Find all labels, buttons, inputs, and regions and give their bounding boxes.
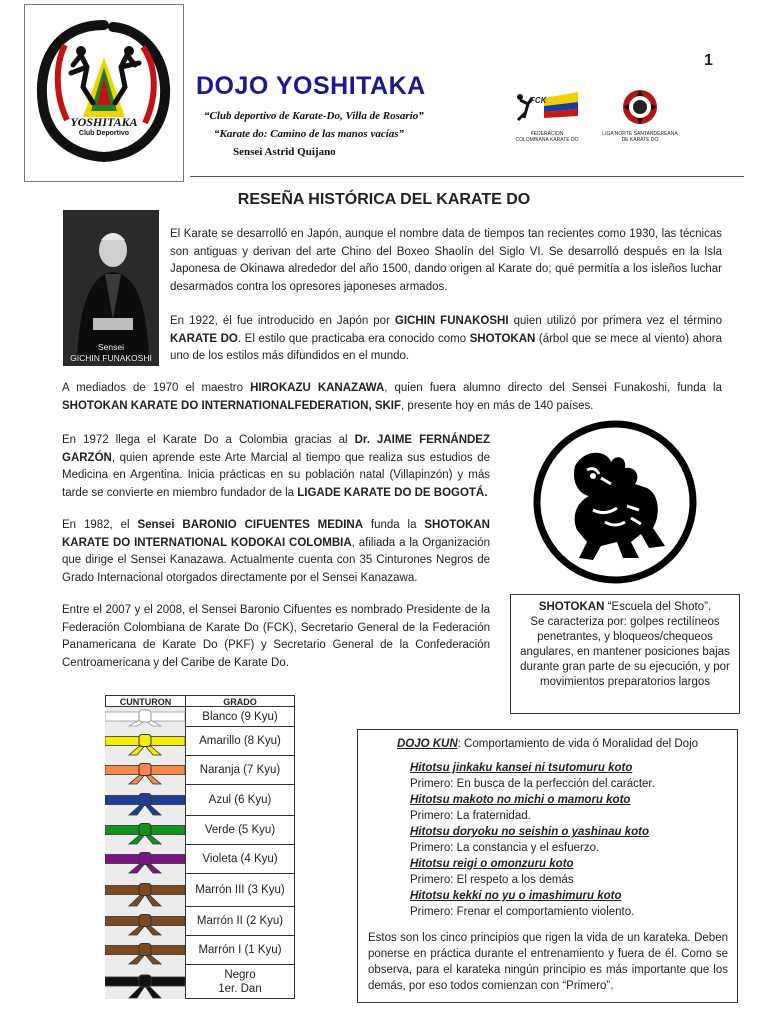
p2-karate-do: KARATE DO: [170, 332, 238, 345]
p2-text-3: . El estilo que practicaba era conocido como: [237, 332, 470, 345]
belt-row: [105, 907, 295, 936]
belt-column-header: CUNTURON: [105, 695, 186, 707]
fck-caption: FEDERACION COLOMBIANA KARATE DO: [515, 131, 579, 143]
club-logo-graphic: [25, 5, 183, 181]
liga-caption: LIGA NORTE SANTANDEREANA DE KARATE DO: [602, 131, 678, 143]
belt-grade-label: [185, 816, 295, 845]
shotokan-description-box: [510, 594, 740, 714]
dojo-kun-box: [357, 729, 738, 1003]
dojo-kun-rules: [410, 760, 730, 920]
p5-baronio: Sensei BARONIO CIFUENTES MEDINA: [137, 519, 363, 531]
p5-text-2: funda la: [363, 519, 425, 531]
belt-grade-text: Violeta (4 Kyu): [202, 853, 278, 865]
belt-row: [105, 845, 295, 874]
belt-grade-text: Marrón III (3 Kyu): [195, 884, 285, 896]
liga-logo: [600, 88, 680, 143]
belt-row: [105, 707, 295, 727]
paragraph-3: [62, 380, 722, 415]
belt-grade-text: Negro: [224, 968, 256, 981]
p2-text-2: quien utilizó por primera vez el término: [508, 315, 723, 327]
belt-row: [105, 756, 295, 785]
p2-text: En 1922, él fue introducido en Japón por: [170, 315, 395, 327]
photo-caption-title: Sensei: [98, 342, 124, 352]
belt-icon: [105, 756, 185, 785]
page-title: DOJO YOSHITAKA: [196, 72, 426, 100]
belt-row: [105, 727, 295, 756]
belt-icon: [105, 874, 185, 907]
photo-caption: [63, 342, 159, 364]
dojo-kun-meaning: Primero: El respeto a los demás: [410, 874, 574, 886]
belt-grade-label: [185, 874, 295, 907]
motto-line-1: “Club deportivo de Karate-Do, Villa de Rosario”: [204, 110, 424, 122]
dojo-kun-meaning: Primero: En busca de la perfección del carácter.: [410, 778, 655, 790]
fck-logo: [514, 92, 580, 143]
dojo-kun-rule: Hitotsu reigi o omonzuru koto: [410, 858, 574, 870]
belt-row: [105, 874, 295, 907]
paragraph-2: [170, 313, 722, 366]
dojo-kun-subtitle: : Comportamiento de vida ó Moralidad del Dojo: [457, 738, 699, 750]
dojo-kun-meaning: Primero: La constancia y el esfuerzo.: [410, 842, 600, 854]
belt-icon: [105, 816, 185, 845]
belt-icon: [105, 936, 185, 965]
photo-caption-name: GICHIN FUNAKOSHI: [70, 353, 152, 363]
p2-text-4: (árbol que se mece al viento) ahora uno de los estilos más difundidos en el mundo.: [170, 332, 722, 362]
belt-row: [105, 936, 295, 965]
paragraph-5: [62, 517, 490, 587]
belt-icon: [105, 907, 185, 936]
belt-grade-text: Marrón I (1 Kyu): [198, 944, 282, 956]
p3-skif: SHOTOKAN KARATE DO INTERNATIONALFEDERATION, SKIF: [62, 399, 402, 412]
club-logo: [24, 4, 184, 182]
tiger-icon: [531, 418, 699, 586]
dojo-kun-meaning: Primero: La fraternidad.: [410, 810, 531, 822]
p5-text: En 1982, el: [62, 519, 138, 531]
dojo-kun-title: [358, 738, 737, 750]
belt-grade-text: Amarillo (8 Kyu): [199, 735, 281, 747]
p4-text: En 1972 llega el Karate Do a Colombia gracias al: [62, 434, 355, 446]
page-number: 1: [704, 52, 713, 69]
liga-emblem-icon: [600, 88, 680, 126]
belt-grade-text: Naranja (7 Kyu): [199, 764, 281, 776]
dojo-kun-meaning: Primero: Frenar el comportamiento violento.: [410, 906, 635, 918]
logo-name: YOSHITAKA: [70, 115, 138, 129]
paragraph-6: Entre el 2007 y el 2008, el Sensei Baronio Cifuentes es nombrado Presidente de la Federación Colombiana de Karate Do (FCK), Secretario General de la Federación Panamericana de Karate Do (PKF) y Secretario General de la Confederación Centroamericana y del Caribe de Karate Do.: [62, 604, 490, 669]
belt-icon: [105, 965, 185, 999]
belt-icon: [105, 845, 185, 874]
belt-grade-label: [185, 707, 295, 727]
motto-line-2: “Karate do: Camino de las manos vacías”: [214, 128, 405, 140]
belt-grade-text-2: 1er. Dan: [218, 982, 262, 995]
p3-text-2: , quien fuera alumno directo del Sensei Funakoshi, funda la: [384, 382, 722, 394]
belt-grade-label: [185, 785, 295, 816]
belt-icon: [105, 727, 185, 756]
belt-grade-label: [185, 936, 295, 965]
grade-column-header: GRADO: [185, 695, 295, 707]
belt-row: [105, 965, 295, 999]
sensei-name: Sensei Astrid Quijano: [233, 146, 336, 158]
belt-icon: [105, 707, 185, 727]
p4-garzon: Dr. JAIME FERNÁNDEZ GARZÓN: [62, 434, 490, 464]
belt-row: [105, 785, 295, 816]
belt-row: [105, 816, 295, 845]
belt-grade-label: [185, 756, 295, 785]
logo-subtitle: Club Deportivo: [78, 130, 130, 137]
p3-kanazawa: HIROKAZU KANAZAWA: [250, 382, 385, 394]
p4-liga: LIGADE KARATE DO DE BOGOTÁ.: [297, 486, 488, 499]
dojo-kun-label: DOJO KUN: [396, 738, 458, 750]
dojo-kun-rule: Hitotsu doryoku no seishin o yashinau koto: [410, 826, 649, 838]
p2-funakoshi: GICHIN FUNAKOSHI: [394, 315, 509, 327]
p3-text: A mediados de 1970 el maestro: [62, 382, 251, 394]
belt-grade-table: [105, 695, 295, 1001]
header-divider: [190, 176, 744, 177]
p2-shotokan: SHOTOKAN: [469, 332, 536, 345]
belt-grade-text: Marrón II (2 Kyu): [196, 915, 284, 927]
belt-icon: [105, 785, 185, 816]
shotokan-tiger-logo: [531, 418, 699, 586]
shotokan-meaning: “Escuela del Shoto”.: [604, 601, 712, 613]
shotokan-description: [511, 595, 739, 690]
paragraph-4: [62, 432, 490, 502]
belt-grade-text: Verde (5 Kyu): [204, 824, 276, 836]
paragraph-1: El Karate se desarrolló en Japón, aunque el nombre data de tiempos tan recientes como 1930, las técnicas son antiguas y derivan del arte Chino del Boxeo Shaolín del Siglo VI. Se desarrolló después en la Isla Japonesa de Okinawa alrededor del año 1500, dando origen al Karate do; qué permitía a los isleños luchar desarmados contra los opresores japoneses armados.: [170, 228, 722, 293]
funakoshi-photo: [63, 210, 159, 366]
belt-grade-text: Azul (6 Kyu): [208, 794, 272, 806]
dojo-kun-rule: Hitotsu jinkaku kansei ni tsutomuru koto: [410, 762, 633, 774]
belt-grade-label: [185, 965, 295, 999]
belt-grade-label: [185, 907, 295, 936]
belt-grade-label: [185, 727, 295, 756]
belt-grade-text: Blanco (9 Kyu): [202, 710, 278, 723]
p4-text-2: , quien aprende este Arte Marcial al tiempo que realiza sus estudios de Medicina en Argentina. Inicia prácticas en su población natal (Villapinzón) y más tarde se convierte en miembro fundador de la: [62, 451, 490, 499]
dojo-kun-rule: Hitotsu kekki no yu o imashimuru koto: [410, 890, 622, 902]
fck-emblem-icon: [514, 92, 580, 126]
dojo-kun-rule: Hitotsu makoto no michi o mamoru koto: [410, 794, 631, 806]
dojo-kun-footer: Estos son los cinco principios que rigen la vida de un karateka. Deben ponerse en práctica durante el entrenamiento y fuera de él. Como se observa, para el karateka ningún principio es más importante que los demás, por eso todos comienzan con “Primero”.: [368, 932, 728, 992]
fck-text: FCK: [530, 96, 547, 105]
shotokan-text: Se caracteriza por: golpes rectilíneos penetrantes, y bloqueos/chequeos angulares, en mantener posiciones bajas durante gran parte de su ejecución, y por movimientos preparatorios largos: [520, 616, 730, 688]
p3-text-3: , presente hoy en más de 140 países.: [401, 399, 594, 412]
p5-kodokai: SHOTOKAN KARATE DO INTERNATIONAL KODOKAI COLOMBIA: [62, 519, 490, 549]
p5-text-3: , afiliada a la Organización que dirige el Sensei Kanazawa. Actualmente cuenta con 35 Cinturones Negros de Grado Internacional otorgados directamente por el Sensei Kanazawa.: [62, 536, 490, 584]
section-heading: RESEÑA HISTÓRICA DEL KARATE DO: [237, 191, 531, 208]
shotokan-term: SHOTOKAN: [538, 601, 605, 613]
belt-grade-label: [185, 845, 295, 874]
